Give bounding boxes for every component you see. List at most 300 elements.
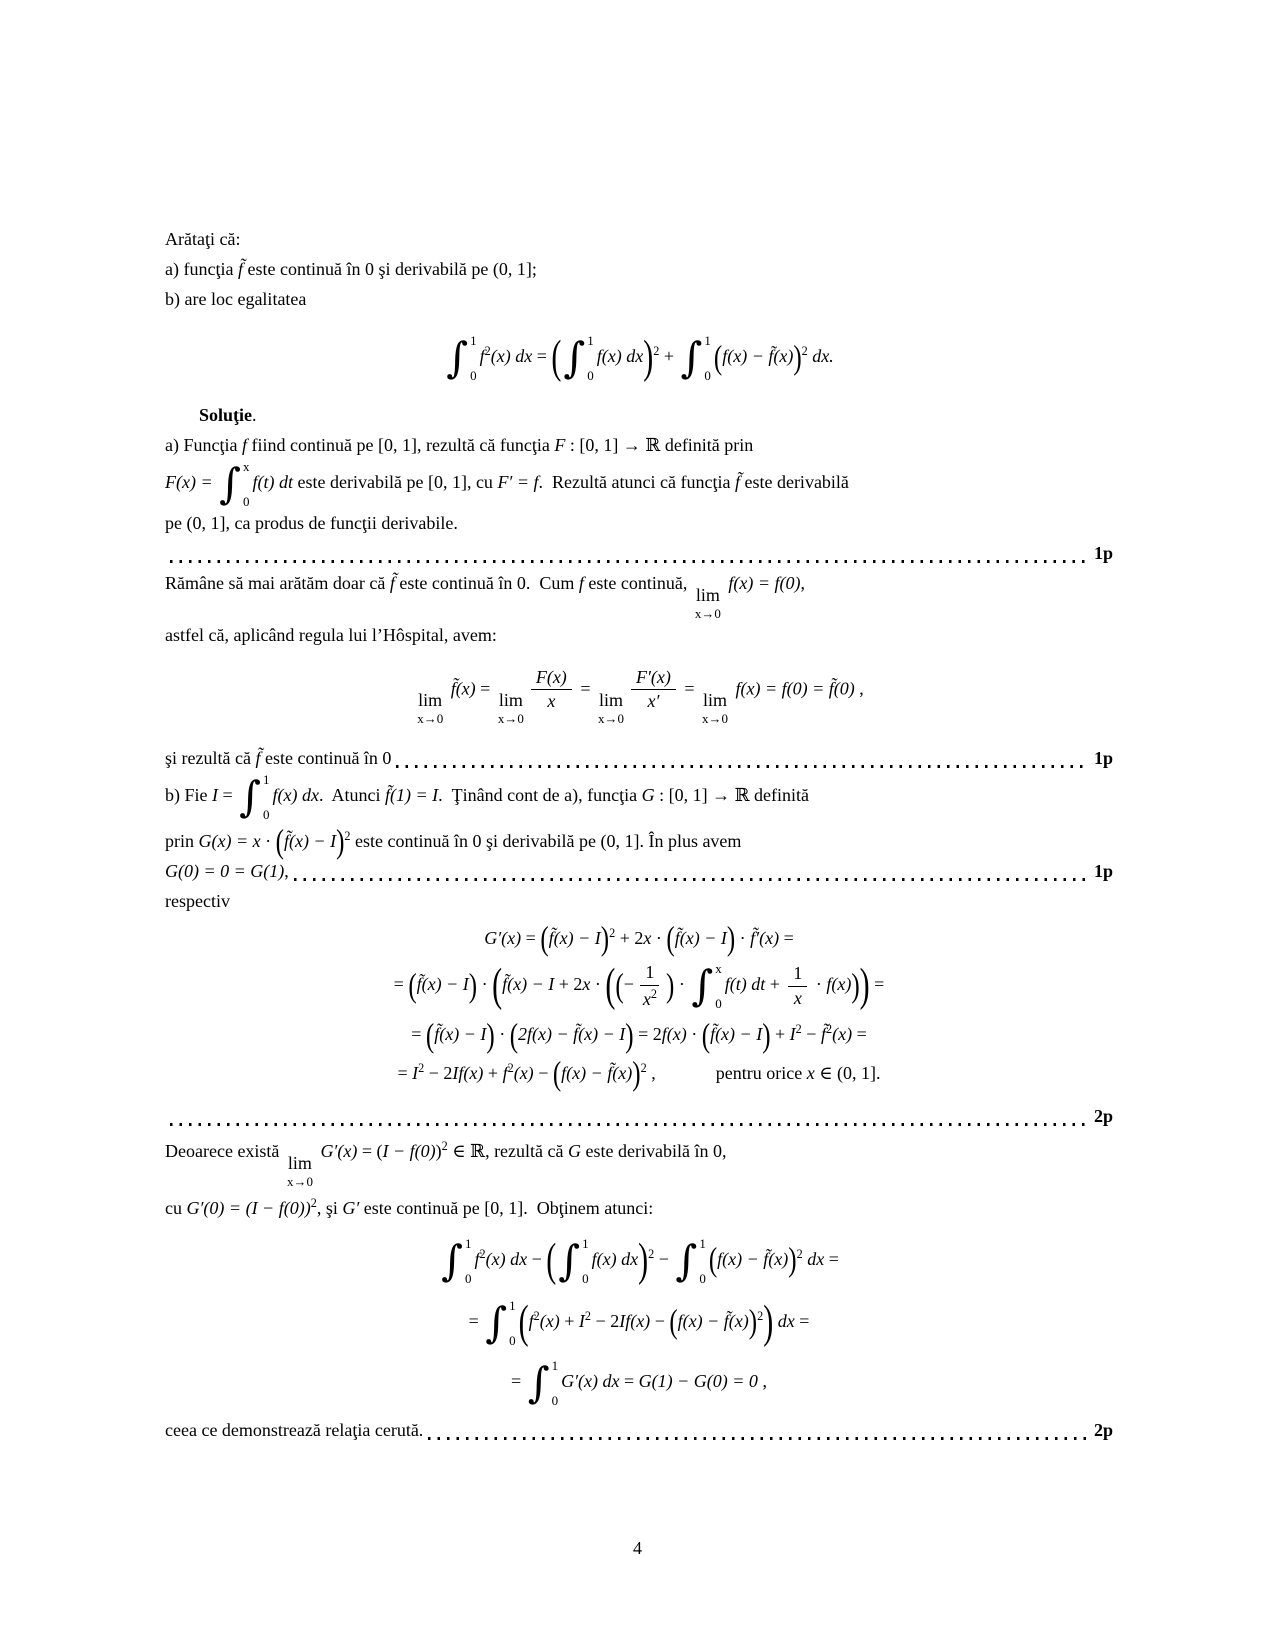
text-run: f̃(1) = I: [385, 784, 439, 805]
text-run: f̃: [255, 747, 261, 768]
text-run: f(x) = f(0) = f̃(0): [731, 678, 855, 699]
integral-bounds: [243, 460, 250, 508]
limit-subscript: x→0: [417, 710, 444, 726]
text-run: I: [412, 1062, 419, 1083]
text-run: =: [824, 1248, 839, 1269]
text-run: f(x) dx: [591, 1248, 639, 1269]
paren: ): [788, 1242, 797, 1279]
text-run: =: [397, 1062, 413, 1083]
superscript: 2: [609, 925, 616, 940]
text-run: , şi: [316, 1197, 343, 1218]
integral-upper-bound: x: [715, 961, 722, 977]
limit-subscript: x→0: [497, 710, 524, 726]
text-run: (x): [539, 1310, 560, 1331]
paren: ): [486, 1017, 495, 1055]
gprime-equation-line-2: [165, 959, 1113, 1012]
text-run: f̃(x) − I: [674, 927, 727, 948]
text-run: a) Funcţia: [165, 435, 242, 455]
text-run: ·: [686, 1024, 702, 1045]
text-run: ·: [651, 927, 667, 948]
integral-upper-bound: 1: [699, 1235, 706, 1251]
text-run: I − f(0): [382, 1140, 436, 1161]
text-run: f(x) dx: [596, 346, 644, 367]
integral-symbol: ∫: [485, 1297, 508, 1347]
superscript: 2: [484, 344, 491, 359]
text-run: f(x) = f(0): [723, 573, 801, 593]
fraction: [631, 668, 676, 713]
text-run: f(t) dt: [724, 974, 766, 995]
paren: (: [701, 1017, 711, 1055]
superscript: 2: [640, 1060, 647, 1075]
text-run: cu: [165, 1197, 187, 1218]
text-run: =: [619, 1370, 639, 1391]
fraction: [788, 964, 807, 1009]
text-run: ,: [757, 1370, 767, 1391]
paren: (: [425, 1017, 435, 1055]
limit-word: lim: [598, 689, 623, 710]
text-run: f̃(x): [446, 678, 476, 699]
integral-upper-bound: 1: [551, 1357, 559, 1373]
score-line-1p-third: [165, 856, 1113, 886]
paren: ): [748, 1304, 758, 1341]
text-run: x: [547, 691, 556, 712]
text-run: =: [475, 678, 495, 699]
superscript: 2: [653, 344, 660, 359]
integral-symbol: ∫: [446, 333, 469, 382]
text-run: .: [252, 405, 257, 425]
text-run: G′: [342, 1197, 360, 1218]
text-run: =: [679, 678, 700, 699]
text-run: =: [218, 784, 238, 805]
solution-c-line-1: [165, 1131, 1113, 1188]
score-line-1p-second: [165, 743, 1113, 773]
denominator: [642, 690, 664, 712]
text-run: =: [411, 1024, 426, 1045]
text-run: pentru orice: [715, 1062, 807, 1083]
text-run: f(x) − f̃(x): [561, 1062, 633, 1083]
paren: (: [708, 1242, 718, 1279]
text-run: f: [241, 435, 247, 455]
text-run: −: [527, 1248, 547, 1269]
text-run: −: [650, 1310, 670, 1331]
dotted-leader: [170, 560, 1089, 563]
integral-bounds: [704, 334, 711, 382]
text-run: x: [806, 1062, 815, 1083]
text-run: f(x) − f̃(x): [722, 346, 794, 367]
text-run: =: [521, 927, 541, 948]
limit: [702, 691, 728, 725]
text-run: f̃(x) − I: [434, 1024, 487, 1045]
fraction: [638, 963, 662, 1010]
points-label: 1p: [1093, 860, 1113, 881]
statement-equation: [165, 331, 1113, 383]
text-run: f̃: [389, 573, 395, 593]
page-number: 4: [633, 1538, 642, 1558]
text-run: I: [578, 1310, 585, 1331]
integral: [528, 1359, 558, 1407]
limit-word: lim: [418, 689, 443, 710]
limit-subscript: x→0: [694, 605, 721, 621]
text-run: ·: [494, 1024, 510, 1045]
denominator: [789, 987, 807, 1009]
superscript: 2: [479, 1246, 486, 1261]
final-equation-line-2: [165, 1296, 1113, 1348]
text-run: dx: [802, 1248, 825, 1269]
integral-bounds: [509, 1299, 516, 1347]
numerator: [631, 668, 676, 691]
integral-upper-bound: 1: [704, 333, 711, 348]
paren: ): [665, 967, 675, 1005]
text-run: este continuă în 0: [260, 747, 392, 768]
text-run: 1: [793, 962, 803, 983]
paren: (: [275, 824, 284, 861]
integral-upper-bound: 1: [263, 771, 270, 787]
text-run: +: [659, 346, 679, 367]
integral-bounds: [587, 334, 594, 382]
text-run: ,: [854, 678, 864, 699]
integral-lower-bound: 0: [509, 1332, 516, 1348]
integral: [558, 1237, 588, 1285]
text-run: f(x): [661, 1024, 687, 1045]
text-run: . Rezultă atunci că funcţia: [538, 472, 735, 493]
integral-symbol: ∫: [675, 1235, 698, 1285]
numerator: [788, 964, 807, 987]
page-content: [165, 224, 1113, 1445]
integral: [563, 334, 593, 382]
integral: [485, 1299, 515, 1347]
integral: [441, 1237, 471, 1285]
text-run: − 2: [591, 1310, 620, 1331]
superscript: 2: [507, 1060, 514, 1075]
text-run: f(t) dt: [252, 472, 294, 493]
text-run: ,: [646, 1062, 656, 1083]
text-run: f(x) − f̃(x): [677, 1310, 749, 1331]
limit: [598, 691, 624, 725]
paren: (: [669, 1304, 678, 1341]
solution-a-line-3: [165, 508, 1113, 538]
text-run: − 2: [424, 1062, 453, 1083]
superscript: 2: [533, 1308, 540, 1323]
text-run: x′: [647, 691, 660, 712]
text-run: I: [212, 784, 218, 805]
superscript: 2: [344, 828, 351, 843]
paren: (: [551, 331, 562, 383]
text-run: f: [502, 1062, 508, 1083]
text-run: ·: [674, 974, 690, 995]
text-run: 2f(x) − f̃(x) − I: [518, 1024, 626, 1045]
text-run: +: [765, 974, 785, 995]
paren: ): [859, 959, 870, 1011]
integral-lower-bound: 0: [551, 1392, 559, 1408]
paren: (: [552, 1056, 562, 1093]
text-run: ·: [260, 830, 276, 851]
statement-item-b: [165, 284, 1113, 314]
text-run: G′(0) = (I − f(0)): [186, 1197, 311, 1218]
paren: (: [540, 921, 549, 958]
text-run: ·: [735, 927, 751, 948]
text-run: x: [643, 927, 652, 948]
integral-symbol: ∫: [691, 961, 714, 1011]
points-label: 1p: [1093, 747, 1113, 768]
superscript: 2: [825, 1022, 833, 1037]
gprime-equation-line-1: [165, 921, 1113, 958]
text-run: x: [582, 974, 591, 995]
text-run: F(x) =: [165, 472, 218, 493]
gprime-equation-line-4: [165, 1056, 1113, 1093]
text-run: . Atunci: [319, 784, 386, 805]
text-run: G(x) = x: [198, 830, 261, 851]
text-run: (x): [832, 1024, 853, 1045]
text-run: If(x): [619, 1310, 651, 1331]
superscript: 2: [310, 1195, 317, 1210]
text-run: =: [869, 974, 885, 995]
text-run: f̃′(x): [750, 927, 780, 948]
integral-upper-bound: x: [243, 459, 250, 474]
integral-bounds: [715, 962, 722, 1010]
text-run: + 2: [554, 974, 583, 995]
text-run: f̃(x) − I: [283, 830, 337, 851]
limit: [498, 691, 524, 725]
superscript: 2: [650, 986, 657, 1001]
integral-upper-bound: 1: [509, 1297, 516, 1313]
text-run: fiind continuă pe [0, 1], rezultă că funcţia: [247, 435, 555, 455]
integral-symbol: ∫: [563, 333, 586, 382]
integral-bounds: [552, 1359, 559, 1407]
text-run: b) Fie: [165, 784, 212, 805]
integral-upper-bound: 1: [470, 333, 477, 348]
integral-bounds: [699, 1237, 706, 1285]
superscript: 2: [441, 1138, 448, 1153]
paren: ): [632, 1056, 641, 1093]
text-run: =: [852, 1024, 867, 1045]
paren: ): [638, 1234, 649, 1286]
integral-lower-bound: 0: [243, 494, 250, 509]
text-run: (x): [513, 1062, 534, 1083]
text-run: este continuă în 0. Cum: [394, 573, 579, 593]
integral-bounds: [263, 773, 270, 821]
text-run: = 2: [633, 1024, 662, 1045]
numerator: [640, 963, 659, 986]
text-run: este derivabilă în 0,: [581, 1140, 727, 1161]
paren: ): [643, 331, 654, 383]
paren: (: [666, 921, 675, 958]
paren: ): [763, 1296, 774, 1348]
gprime-equation-line-3: [165, 1017, 1113, 1055]
text-run: =: [393, 974, 409, 995]
text-run: + 2: [615, 927, 644, 948]
score-line-1p-first: [165, 538, 1113, 568]
text-run: f: [578, 573, 584, 593]
integral: [446, 334, 476, 382]
superscript: 2: [418, 1060, 425, 1075]
text-run: Deoarece există: [165, 1140, 284, 1161]
limit-word: lim: [287, 1152, 312, 1173]
superscript: 2: [796, 1246, 803, 1261]
text-run: f̃: [820, 1024, 826, 1045]
text-run: f: [528, 1310, 534, 1331]
text-run: : [0, 1] → ℝ definită: [654, 784, 810, 805]
superscript: 2: [584, 1308, 592, 1323]
limit-word: lim: [703, 689, 728, 710]
paren: ): [793, 339, 802, 377]
text-run: este continuă pe [0, 1]. Obţinem atunci:: [359, 1197, 654, 1218]
points-label: 2p: [1093, 1105, 1113, 1126]
integral-symbol: ∫: [527, 1357, 550, 1407]
text-run: I: [789, 1024, 796, 1045]
text-run: f̃(x) − I: [502, 974, 555, 995]
text-run: G: [641, 784, 655, 805]
superscript: 2: [648, 1246, 655, 1261]
text-run: f(x): [826, 974, 852, 995]
paren: ): [726, 921, 736, 958]
integral-lower-bound: 0: [470, 368, 477, 383]
paren: (: [492, 959, 503, 1011]
superscript: 2: [801, 344, 808, 359]
text-run: ,: [284, 860, 289, 881]
text-run: F′(x): [635, 666, 671, 687]
final-equation-line-3: [165, 1359, 1113, 1407]
integral-lower-bound: 0: [704, 368, 711, 383]
text-run: F: [554, 435, 566, 455]
integral-upper-bound: 1: [587, 333, 594, 348]
text-run: (x) dx: [485, 1248, 528, 1269]
integral-symbol: ∫: [558, 1235, 581, 1285]
text-run: 1: [645, 961, 655, 982]
text-run: a) funcţia: [165, 259, 238, 279]
text-run: este continuă în 0 şi derivabilă pe (0, 1];: [242, 259, 537, 279]
solution-b-line-2: [165, 821, 1113, 861]
text-run: =: [511, 1370, 526, 1391]
paren: (: [605, 959, 616, 1011]
text-run: = (: [357, 1140, 383, 1161]
text-run: (x) dx: [490, 346, 533, 367]
integral: [681, 334, 711, 382]
dotted-leader: [170, 1123, 1089, 1126]
integral: [675, 1237, 705, 1285]
text-run: ·: [590, 974, 606, 995]
text-run: +: [483, 1062, 503, 1083]
fraction: [531, 668, 572, 713]
paren: (: [713, 339, 723, 377]
text-run: G: [568, 1140, 582, 1161]
text-run: −: [533, 1062, 553, 1083]
paren: ): [625, 1017, 634, 1055]
text-run: f̃(x) − I: [548, 927, 601, 948]
paren: ): [851, 967, 860, 1005]
text-run: este derivabilă: [739, 472, 849, 493]
integral-symbol: ∫: [219, 459, 242, 508]
text-run: =: [468, 1310, 484, 1331]
text-run: este continuă în 0 şi derivabilă pe (0, 1]. În plus avem: [350, 830, 742, 851]
text-run: f: [479, 346, 485, 367]
denominator: [542, 690, 560, 712]
integral-symbol: ∫: [441, 1235, 464, 1285]
dotted-leader: [428, 1437, 1089, 1440]
text-run: G′(x) dx: [561, 1370, 620, 1391]
integral: [219, 460, 249, 508]
text-run: ,: [800, 573, 805, 593]
text-run: f(x) − f̃(x): [717, 1248, 789, 1269]
text-run: dx: [773, 1310, 795, 1331]
limit: [287, 1154, 313, 1188]
integral-bounds: [465, 1237, 472, 1285]
integral: [239, 773, 269, 821]
text-run: . Ţinând cont de a), funcţia: [438, 784, 642, 805]
text-run: +: [559, 1310, 579, 1331]
paren: (: [546, 1234, 557, 1286]
text-run: G(0) = 0 = G(1): [165, 860, 285, 881]
limit: [417, 691, 443, 725]
text-run: ∈ ℝ, rezultă că: [447, 1140, 569, 1161]
text-run: f̃(x) − I: [416, 974, 469, 995]
integral-bounds: [582, 1237, 589, 1285]
solution-b-line-4: [165, 886, 1113, 916]
final-equation-line-1: [165, 1234, 1113, 1286]
text-run: x: [793, 987, 802, 1008]
dotted-leader: [294, 878, 1089, 881]
numerator: [531, 668, 572, 691]
text-run: respectiv: [165, 890, 230, 911]
paren: (: [509, 1017, 519, 1055]
solution-c-line-2: [165, 1188, 1113, 1223]
integral-lower-bound: 0: [587, 368, 594, 383]
text-run: b) are loc egalitatea: [165, 289, 307, 309]
limit-word: lim: [498, 689, 523, 710]
text-run: este continuă,: [583, 573, 692, 593]
integral: [691, 962, 721, 1010]
text-run: −: [623, 974, 634, 995]
text-run: f̃: [734, 472, 740, 493]
text-run: astfel că, aplicând regula lui l’Hôspital, avem:: [165, 624, 497, 645]
points-label: 2p: [1093, 1419, 1113, 1440]
integral-lower-bound: 0: [263, 806, 270, 822]
superscript: 2: [757, 1308, 764, 1323]
paren: (: [518, 1296, 529, 1348]
text-run: G(1) − G(0) = 0: [638, 1370, 758, 1391]
text-run: =: [794, 1310, 810, 1331]
superscript: 2: [795, 1022, 802, 1037]
paren: ): [336, 824, 345, 861]
integral-lower-bound: 0: [715, 996, 722, 1012]
integral-upper-bound: 1: [465, 1235, 472, 1251]
text-run: Rămâne să mai arătăm doar că: [165, 573, 390, 593]
text-run: ·: [811, 974, 827, 995]
solution-a-line-1: [165, 430, 1113, 460]
solution-heading: [165, 400, 1113, 430]
text-run: +: [770, 1024, 790, 1045]
paren: ): [762, 1017, 771, 1055]
text-run: f̃(x) − I: [710, 1024, 763, 1045]
paren: ): [600, 921, 610, 958]
statement-item-a: [165, 254, 1113, 284]
text-run: f(x) dx: [272, 784, 320, 805]
paren: (: [408, 967, 417, 1005]
text-run: ·: [477, 974, 493, 995]
text-run: prin: [165, 830, 199, 851]
denominator: [638, 986, 662, 1010]
paren: ): [468, 967, 478, 1005]
text-run: ceea ce demonstrează relaţia cerută.: [165, 1419, 424, 1440]
text-run: f̃: [237, 259, 243, 279]
text-run: F′ = f: [497, 472, 539, 493]
text-run: este derivabilă pe [0, 1], cu: [293, 472, 498, 493]
text-run: dx.: [807, 346, 834, 367]
integral-symbol: ∫: [680, 333, 703, 382]
integral-lower-bound: 0: [699, 1270, 706, 1286]
paren: (: [615, 967, 624, 1005]
text-run: If(x): [452, 1062, 484, 1083]
limit: [695, 586, 721, 620]
